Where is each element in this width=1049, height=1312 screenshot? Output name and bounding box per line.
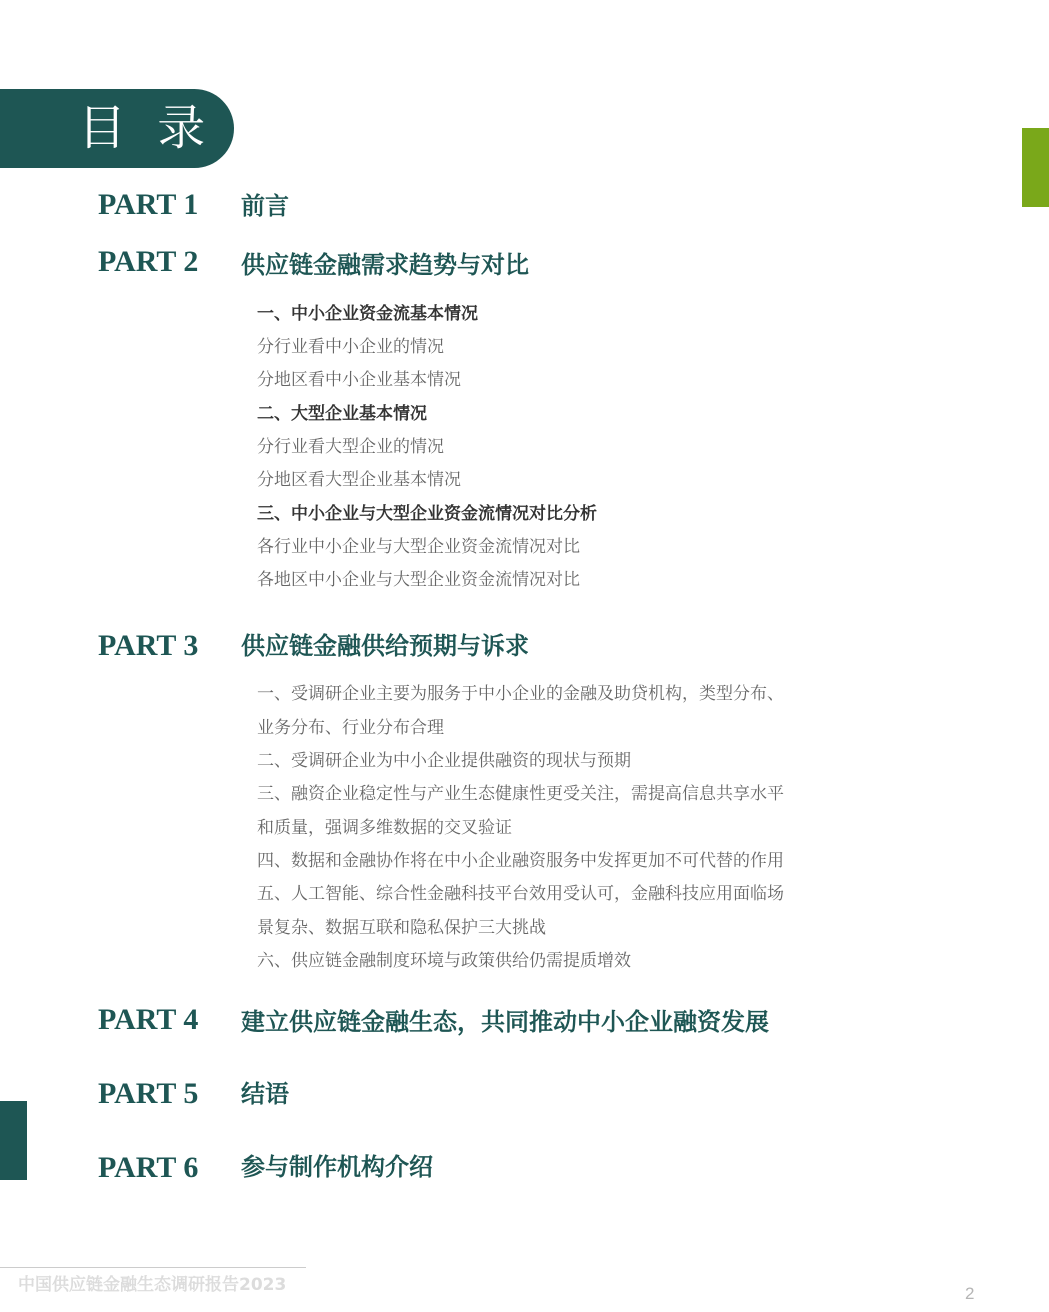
part-3-item[interactable]: 六、供应链金融制度环境与政策供给仍需提质增效 [257,951,631,971]
part-2-item[interactable]: 分地区看中小企业基本情况 [257,370,461,390]
part-4-title[interactable]: 建立供应链金融生态，共同推动中小企业融资发展 [241,1008,769,1036]
page-number: 2 [965,1284,975,1303]
part-2-item[interactable]: 各地区中小企业与大型企业资金流情况对比 [257,570,580,590]
part-3-item[interactable]: 二、受调研企业为中小企业提供融资的现状与预期 [257,751,631,771]
part-1-label: PART 1 [98,188,199,221]
part-3-item[interactable]: 和质量，强调多维数据的交叉验证 [257,818,512,838]
part-5-title[interactable]: 结语 [241,1080,289,1108]
accent-bar-green [1022,128,1049,207]
part-3-item[interactable]: 一、受调研企业主要为服务于中小企业的金融及助贷机构，类型分布、 [257,684,784,704]
part-2-item[interactable]: 分行业看大型企业的情况 [257,437,444,457]
accent-bar-teal [0,1101,27,1180]
part-2-item[interactable]: 二、大型企业基本情况 [257,404,427,424]
page-title: 目 录 [78,100,214,156]
part-1-title[interactable]: 前言 [241,192,289,220]
part-2-item[interactable]: 分地区看大型企业基本情况 [257,470,461,490]
part-3-title[interactable]: 供应链金融供给预期与诉求 [241,632,529,660]
footer-divider [0,1267,306,1268]
part-2-item[interactable]: 分行业看中小企业的情况 [257,337,444,357]
part-3-item[interactable]: 四、数据和金融协作将在中小企业融资服务中发挥更加不可代替的作用 [257,851,784,871]
part-3-item[interactable]: 五、人工智能、综合性金融科技平台效用受认可，金融科技应用面临场 [257,884,784,904]
part-6-title[interactable]: 参与制作机构介绍 [241,1153,433,1181]
part-2-item[interactable]: 各行业中小企业与大型企业资金流情况对比 [257,537,580,557]
part-3-item[interactable]: 景复杂、数据互联和隐私保护三大挑战 [257,918,546,938]
part-6-label: PART 6 [98,1151,199,1184]
part-2-title[interactable]: 供应链金融需求趋势与对比 [241,251,529,279]
part-3-item[interactable]: 业务分布、行业分布合理 [257,718,444,738]
part-2-label: PART 2 [98,245,199,278]
part-3-label: PART 3 [98,629,199,662]
part-5-label: PART 5 [98,1077,199,1110]
footer-report-name: 中国供应链金融生态调研报告2023 [18,1275,287,1295]
part-4-label: PART 4 [98,1003,199,1036]
part-3-item[interactable]: 三、融资企业稳定性与产业生态健康性更受关注，需提高信息共享水平 [257,784,784,804]
part-2-item[interactable]: 一、中小企业资金流基本情况 [257,304,478,324]
part-2-item[interactable]: 三、中小企业与大型企业资金流情况对比分析 [257,504,597,524]
